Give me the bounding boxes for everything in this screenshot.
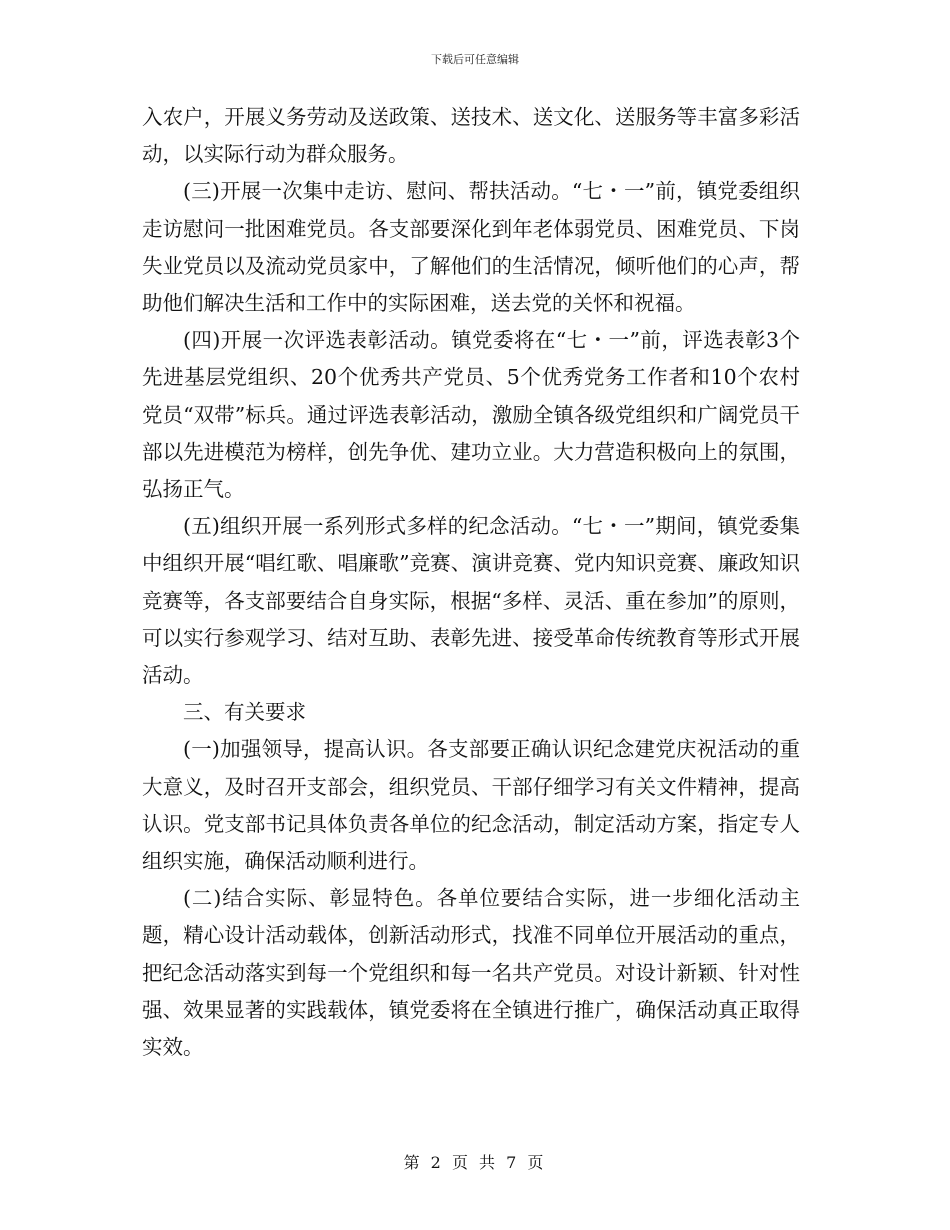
paragraph-characteristics: (二)结合实际、彰显特色。各单位要结合实际，进一步细化活动主题，精心设计活动载体，创新活动形式，找准不同单位开展活动的重点，把纪念活动落实到每一个党组织和每一名共产党员。对设计新颖、针对性强、效果显著的实践载体，镇党委将在全镇进行推广，确保活动真正取得实效。 [142, 886, 800, 1060]
document-body [142, 99, 800, 1066]
paragraph-visit-activity: (三)开展一次集中走访、慰问、帮扶活动。“七・一”前，镇党委组织走访慰问一批困难党员。各支部要深化到年老体弱党员、困难党员、下岗失业党员以及流动党员家中，了解他们的生活情况，倾听他们的心声，帮助他们解决生活和工作中的实际困难，送去党的关怀和祝福。 [142, 179, 800, 316]
paragraph-commendation-activity: (四)开展一次评选表彰活动。镇党委将在“七・一”前，评选表彰3个先进基层党组织、20个优秀共产党员、5个优秀党务工作者和10个农村党员“双带”标兵。通过评选表彰活动，激励全镇各级党组织和广阔党员干部以先进模范为榜样，创先争优、建功立业。大力营造积极向上的氛围，弘扬正气。 [142, 328, 800, 502]
paragraph-commemoration-activity: (五)组织开展一系列形式多样的纪念活动。“七・一”期间，镇党委集中组织开展“唱红歌、唱廉歌”竞赛、演讲竞赛、党内知识竞赛、廉政知识竞赛等，各支部要结合自身实际，根据“多样、灵活、重在参加”的原则，可以实行参观学习、结对互助、表彰先进、接受革命传统教育等形式开展活动。 [142, 514, 800, 688]
section-heading-requirements: 三、有关要求 [183, 700, 306, 725]
paragraph-continuation: 入农户，开展义务劳动及送政策、送技术、送文化、送服务等丰富多彩活动，以实际行动为群众服务。 [142, 105, 800, 167]
page-header: 下载后可任意编辑 [431, 53, 519, 66]
page-number: 第 2 页 共 7 页 [403, 1153, 547, 1172]
paragraph-leadership: (一)加强领导，提高认识。各支部要正确认识纪念建党庆祝活动的重大意义，及时召开支部会，组织党员、干部仔细学习有关文件精神，提高认识。党支部书记具体负责各单位的纪念活动，制定活动方案，指定专人组织实施，确保活动顺利进行。 [142, 737, 800, 874]
